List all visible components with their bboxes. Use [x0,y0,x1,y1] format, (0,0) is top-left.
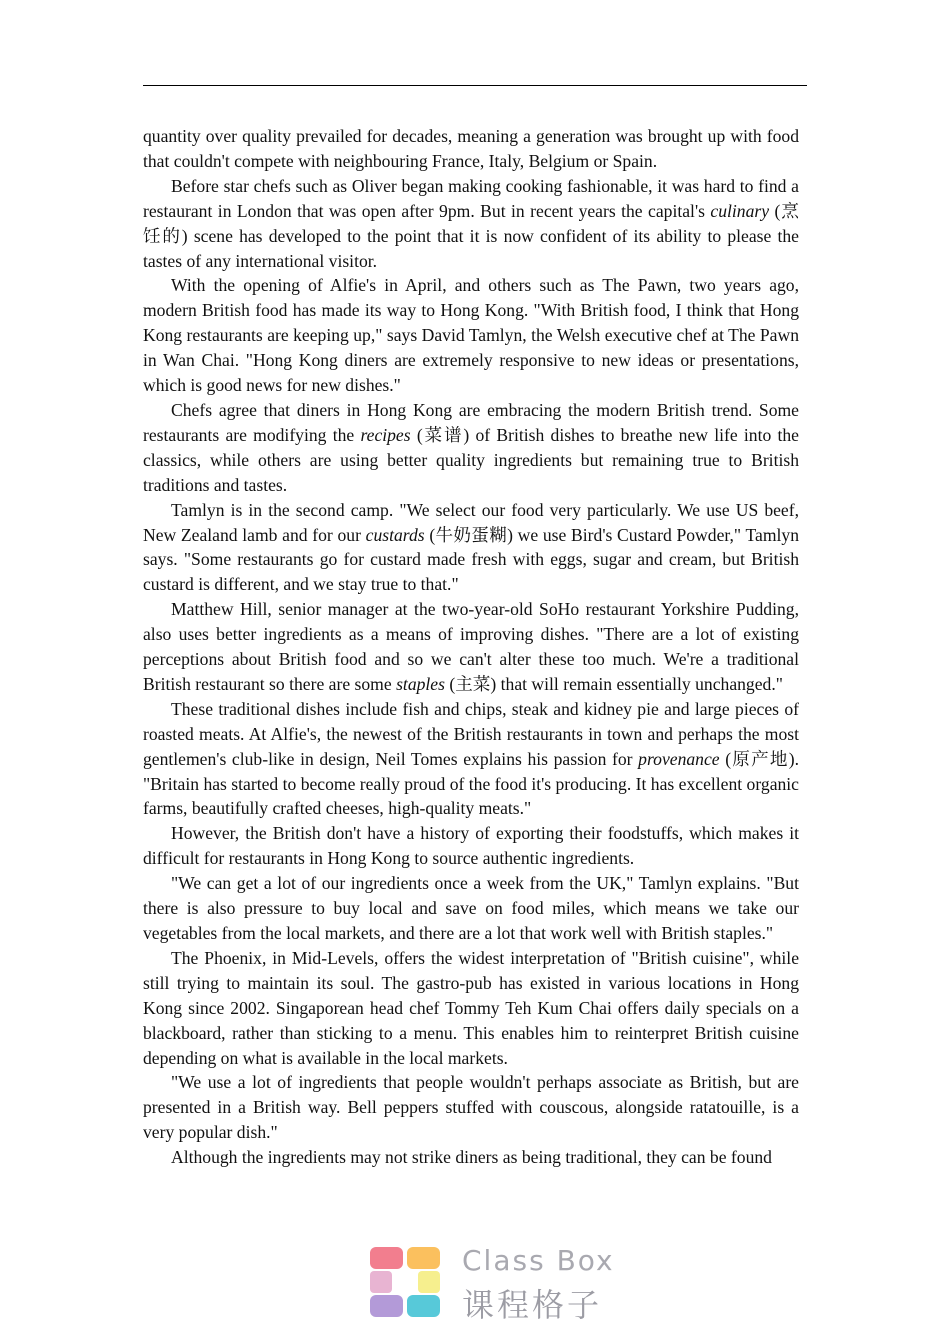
paragraph-text: Chefs agree that diners in Hong Kong are embracing the modern British trend. Some restaurants are modifying the [143,399,799,445]
paragraph-text: (主菜) that will remain essentially unchanged." [444,673,783,694]
paragraph [143,1145,799,1170]
paragraph-text: quantity over quality prevailed for decades, meaning a generation was brought up with food that couldn't compete with neighbouring France, Italy, Belgium or Spain. [143,126,799,171]
logo-text-en: Class Box [462,1244,615,1277]
classbox-logo-mark [370,1247,440,1317]
glossed-term: recipes [360,424,411,445]
logo-tile-mid-left [370,1271,392,1293]
paragraph [143,398,799,498]
paragraph-text: (菜谱) of British dishes to breathe new life into the classics, while others are using better quality ingredients but remaining true to British traditions and tastes. [143,424,799,495]
paragraph-text: The Phoenix, in Mid-Levels, offers the widest interpretation of "British cuisine", while still trying to maintain its soul. The gastro-pub has existed in various locations in Hong Kong since 2002. Singaporean head chef Tommy Teh Kum Chai offers daily specials on a blackboard, rather than sticking to a menu. This enables him to reinterpret British cuisine depending on what is available in the local markets. [143,947,799,1068]
paragraph-text: Before star chefs such as Oliver began making cooking fashionable, it was hard to find a restaurant in London that was open after 9pm. But in recent years the capital's [143,175,799,221]
header-rule [143,85,807,86]
paragraph-text: (牛奶蛋糊) we use Bird's Custard Powder," Tamlyn says. "Some restaurants go for custard made fresh with eggs, sugar and cream, but British custard is different, and we stay true to that." [143,524,799,595]
logo-tile-top-left [370,1247,403,1269]
paragraph [143,697,799,822]
paragraph [143,124,799,174]
paragraph-text: Although the ingredients may not strike diners as being traditional, they can be found [171,1147,772,1168]
logo-text-cn: 课程格子 [462,1286,603,1324]
glossed-term: staples [396,673,445,694]
logo-tile-top-right [407,1247,440,1269]
paragraph [143,273,799,398]
paragraph-text: "We use a lot of ingredients that people wouldn't perhaps associate as British, but are presented in a British way. Bell peppers stuffed with couscous, alongside ratatouille, is a very popular dish." [143,1072,799,1143]
logo-tile-bottom-right [407,1295,440,1317]
paragraph-text: With the opening of Alfie's in April, and others such as The Pawn, two years ago, modern British food has made its way to Hong Kong. "With British food, I think that Hong Kong restaurants are keeping up," says David Tamlyn, the Welsh executive chef at The Pawn in Wan Chai. "Hong Kong diners are extremely responsive to new ideas or presentations, which is good news for new dishes." [143,275,799,396]
paragraph-text: (原产地). "Britain has started to become really proud of the food it's producing. It has excellent organic farms, beautifully crafted cheeses, high-quality meats." [143,748,800,819]
paragraph-text: Tamlyn is in the second camp. "We select our food very particularly. We use US beef, New Zealand lamb and for our [143,499,799,545]
paragraph-text: (烹饪的) scene has developed to the point that it is now confident of its ability to please the tastes of any international visitor. [143,200,800,271]
footer-logo [370,1244,615,1324]
paragraph [143,498,799,598]
glossed-term: provenance [638,748,720,769]
paragraph-text: However, the British don't have a history of exporting their foodstuffs, which makes it difficult for restaurants in Hong Kong to source authentic ingredients. [143,823,799,869]
paragraph [143,946,799,1071]
logo-tile-bottom-left [370,1295,403,1317]
paragraph [143,174,799,274]
glossed-term: culinary [710,200,770,221]
paragraph [143,821,799,871]
glossed-term: custards [365,524,425,545]
article-body [143,124,799,1170]
paragraph [143,871,799,946]
paragraph [143,597,799,697]
paragraph-text: Matthew Hill, senior manager at the two-year-old SoHo restaurant Yorkshire Pudding, also uses better ingredients as a means of improving dishes. "There are a lot of existing perceptions about British food and so we can't alter these too much. We're a traditional British restaurant so there are some [143,599,799,694]
paragraph [143,1070,799,1145]
logo-tile-mid-right [418,1271,440,1293]
paragraph-text: These traditional dishes include fish and chips, steak and kidney pie and large pieces of roasted meats. At Alfie's, the newest of the British restaurants in town and perhaps the most gentlemen's club-like in design, Neil Tomes explains his passion for [143,698,799,769]
paragraph-text: "We can get a lot of our ingredients once a week from the UK," Tamlyn explains. "But there is also pressure to buy local and save on food miles, which means we take our vegetables from the local markets, and there are a lot that work well with British staples." [143,873,799,943]
